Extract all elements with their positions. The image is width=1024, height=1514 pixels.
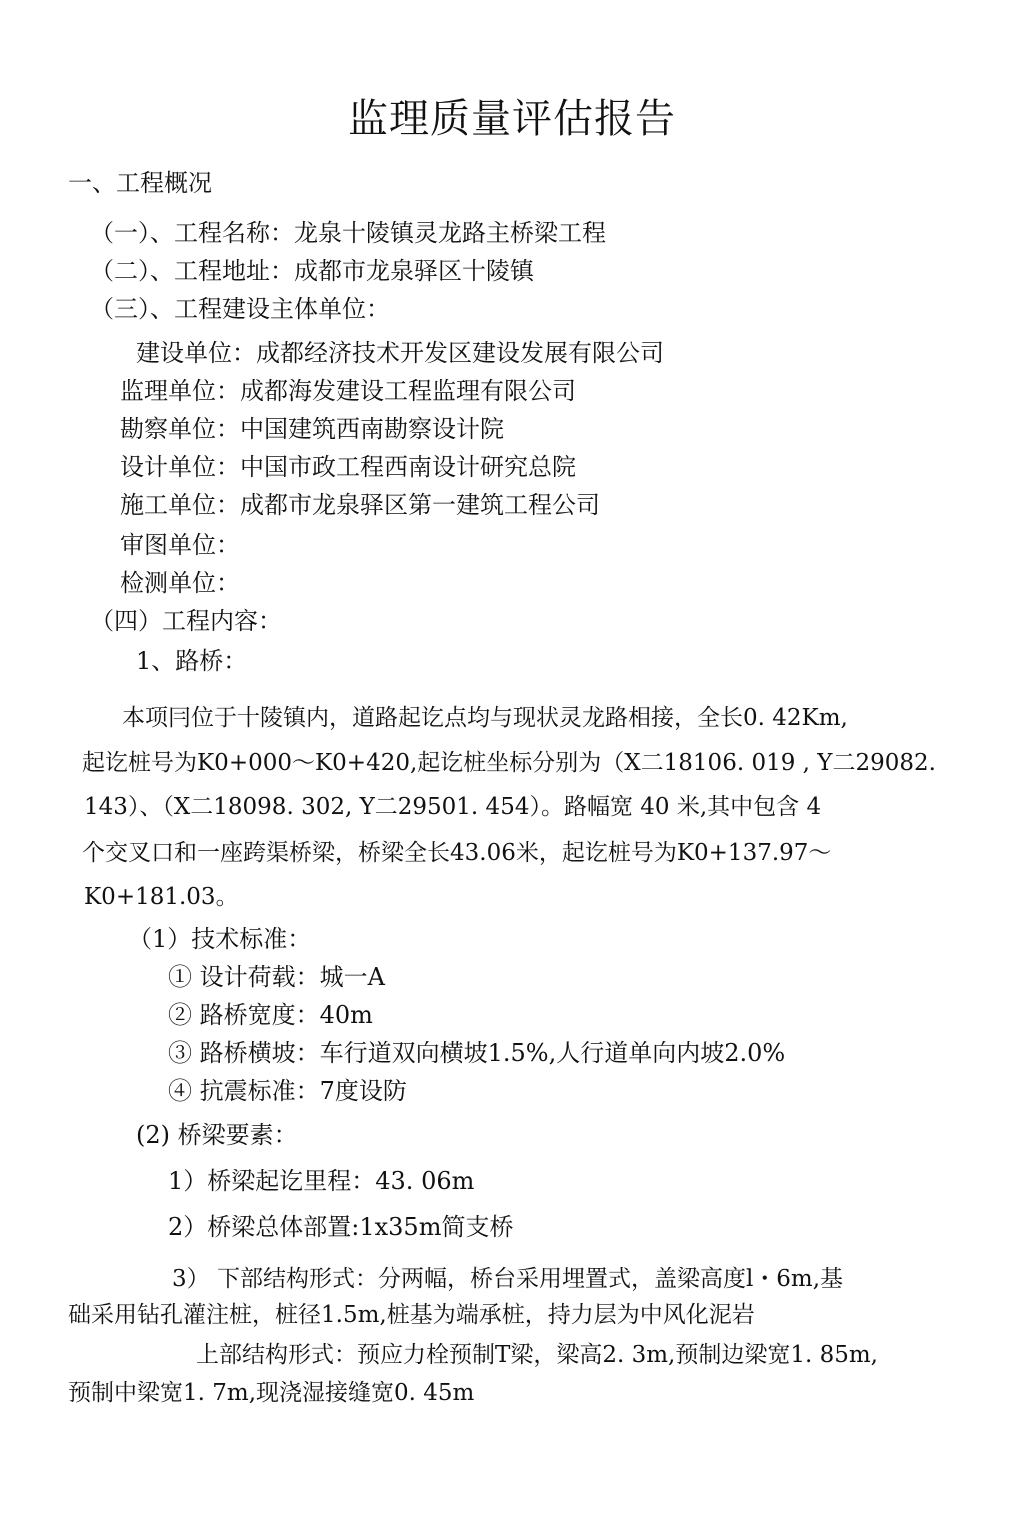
project-name: （一）、工程名称：龙泉十陵镇灵龙路主桥梁工程 [90, 219, 606, 247]
road-bridge-heading: 1、路桥： [136, 647, 248, 675]
paragraph-line: 本项冃位于十陵镇内，道路起讫点均与现状灵龙路相接，全长0. 42Km, [122, 705, 848, 731]
bridge-item: 础采用钻孔灌注桩，桩径1.5m,桩基为端承桩，持力层为中风化泥岩 [68, 1302, 755, 1328]
tech-item: ④ 抗震标准：7度设防 [168, 1077, 407, 1105]
bridge-item: 1）桥梁起讫里程：43. 06m [168, 1167, 475, 1195]
project-parties-heading: （三）、工程建设主体单位： [90, 295, 390, 323]
tech-item: ③ 路桥横坡：车行道双向横坡1.5%,人行道单向内坡2.0% [168, 1039, 786, 1067]
tech-item: ② 路桥宽度：40m [168, 1001, 373, 1029]
testing-unit: 检测单位： [120, 569, 240, 597]
project-address: （二）、工程地址：成都市龙泉驿区十陵镇 [90, 257, 534, 285]
bridge-elements-heading: (2) 桥梁要素： [136, 1121, 298, 1149]
bridge-item: 2）桥梁总体部置:1x35m简支桥 [168, 1213, 514, 1241]
tech-item: ① 设计荷载：城一A [168, 963, 385, 991]
construction-unit: 建设单位：成都经济技术开发区建设发展有限公司 [136, 339, 664, 367]
bridge-item: 3） 下部结构形式：分两幅，桥台采用埋置式，盖梁高度l・6m,基 [172, 1266, 844, 1292]
content-heading: （四）工程内容： [90, 607, 282, 635]
paragraph-line: 起讫桩号为K0+000～K0+420,起讫桩坐标分别为（X二18106. 019 , Y二29082. [82, 750, 936, 776]
supervision-unit: 监理单位：成都海发建设工程监理有限公司 [120, 377, 576, 405]
paragraph-line: K0+181.03。 [84, 884, 239, 910]
paragraph-line: 143）、（X二18098. 302, Y二29501. 454）。路幅宽 40 米,其中包含 4 [84, 794, 822, 820]
page-title: 监理质量评估报告 [348, 96, 676, 142]
survey-unit: 勘察单位：中国建筑西南勘察设计院 [120, 415, 504, 443]
tech-standard-heading: （1）技术标准： [128, 925, 312, 953]
bridge-item: 上部结构形式：预应力栓预制T梁，梁高2. 3m,预制边梁宽1. 85m, [196, 1342, 878, 1368]
bridge-item: 预制中梁宽1. 7m,现浇湿接缝宽0. 45m [68, 1380, 475, 1406]
section-heading: 一、工程概况 [68, 169, 212, 197]
drawing-review-unit: 审图单位： [120, 531, 240, 559]
paragraph-line: 个交叉口和一座跨渠桥梁，桥梁全长43.06米，起讫桩号为K0+137.97～ [82, 840, 832, 866]
design-unit: 设计单位：中国市政工程西南设计研究总院 [120, 453, 576, 481]
contractor-unit: 施工单位：成都市龙泉驿区第一建筑工程公司 [120, 491, 600, 519]
